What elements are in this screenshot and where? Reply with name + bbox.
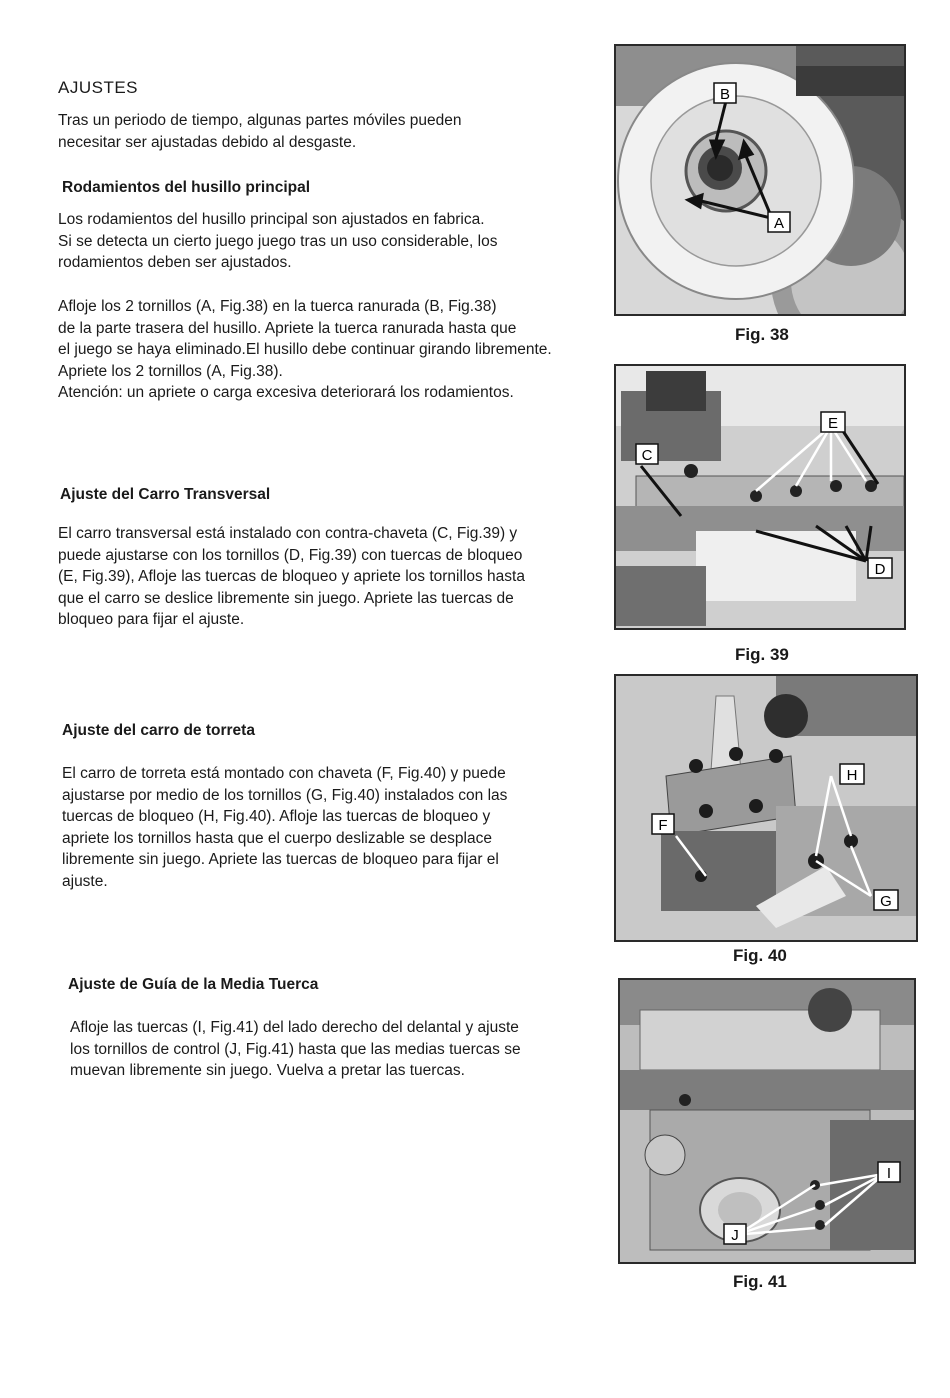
figure-40-caption: Fig. 40: [733, 946, 787, 965]
figure-41-label-j: J: [731, 1227, 739, 1244]
figure-41-apron-photo: [618, 978, 916, 1264]
figure-39-caption: Fig. 39: [735, 645, 789, 664]
figure-39-label-d: D: [874, 561, 886, 578]
figure-41-caption: Fig. 41: [733, 1272, 787, 1291]
intro-text: Tras un periodo de tiempo, algunas partes móviles pueden necesitar ser ajustadas debido al desgaste.: [58, 112, 462, 151]
figure-38-label-b: B: [719, 86, 731, 103]
section-heading-spindle-bearings: Rodamientos del husillo principal: [62, 179, 311, 196]
cross-slide-text: El carro transversal está instalado con contra-chaveta (C, Fig.39) y puede ajustarse con los tornillos (D, Fig.39) con tuercas de bloqueo (E, Fig.39), Afloje las tuercas de bloqueo y apriete los tornillos hasta que el carro se deslice libremente sin juego. Apriete las tuercas de bloqueo para fijar el ajuste.: [58, 525, 525, 628]
figure-38-spindle-photo: [614, 44, 906, 316]
figure-40-label-f: F: [658, 817, 668, 834]
figure-38-label-a: A: [773, 215, 785, 232]
figure-40-label-h: H: [846, 767, 858, 784]
figure-40-label-g: G: [880, 893, 892, 910]
half-nut-guide-text: Afloje las tuercas (I, Fig.41) del lado derecho del delantal y ajuste los tornillos de control (J, Fig.41) hasta que las medias tuercas se muevan libremente sin juego. Vuelva a pretar las tuercas.: [70, 1019, 521, 1079]
figure-39-label-e: E: [827, 415, 839, 432]
spindle-bearings-text-1: Los rodamientos del husillo principal son ajustados en fabrica. Si se detecta un cierto juego juego tras un uso considerable, los rodamientos deben ser ajustados.: [58, 211, 498, 271]
figure-39-cross-slide-photo: [614, 364, 906, 630]
turret-slide-text: El carro de torreta está montado con chaveta (F, Fig.40) y puede ajustarse por medio de los tornillos (G, Fig.40) instalados con las tuercas de bloqueo (H, Fig.40). Afloje las tuercas de bloqueo y apriete los tornillos hasta que el cuerpo deslizable se desplace libremente sin juego. Apriete las tuercas de bloqueo para fijar el ajuste.: [62, 765, 508, 890]
figure-39-label-c: C: [641, 447, 653, 464]
spindle-bearings-text-2: Afloje los 2 tornillos (A, Fig.38) en la tuerca ranurada (B, Fig.38) de la parte trasera del husillo. Apriete la tuerca ranurada hasta que el juego se haya eliminado.El husillo debe continuar girando libremente. Apriete los 2 tornillos (A, Fig.38). Atención: un apriete o carga excesiva deteriorará los rodamientos.: [58, 298, 552, 401]
section-heading-cross-slide: Ajuste del Carro Transversal: [60, 486, 271, 503]
section-heading-turret-slide: Ajuste del carro de torreta: [62, 722, 255, 739]
page-title: AJUSTES: [58, 78, 139, 97]
section-heading-half-nut-guide: Ajuste de Guía de la Media Tuerca: [68, 976, 319, 993]
figure-40-turret-slide-photo: [614, 674, 918, 942]
figure-38-caption: Fig. 38: [735, 325, 789, 344]
figure-41-label-i: I: [886, 1165, 892, 1182]
